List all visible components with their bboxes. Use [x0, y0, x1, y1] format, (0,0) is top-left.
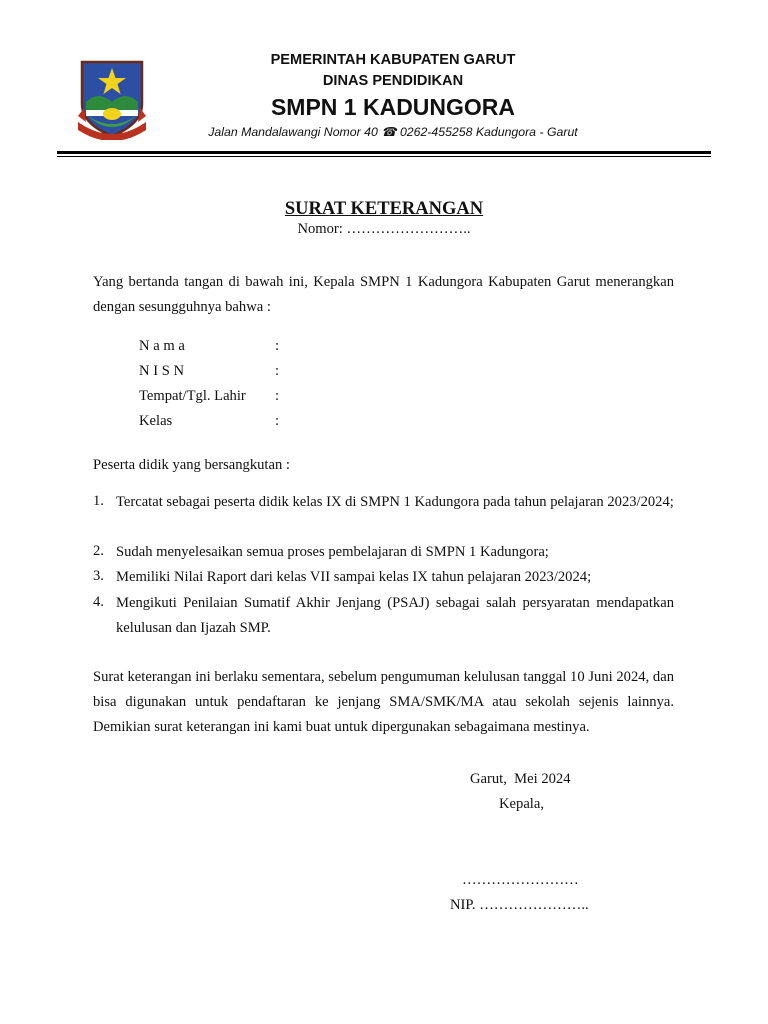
- signature-position: Kepala,: [499, 796, 544, 812]
- document-title: SURAT KETERANGAN: [284, 199, 484, 219]
- signature-nip: NIP. …………………..: [450, 897, 589, 913]
- school-address: Jalan Mandalawangi Nomor 40 ☎ 0262-455258 Kadungora - Garut: [208, 125, 578, 139]
- field-label: Kelas: [139, 413, 173, 429]
- letterhead-rule-thin: [57, 156, 711, 157]
- letterhead-line2: DINAS PENDIDIKAN: [322, 73, 464, 89]
- list-item-number: 2.: [93, 543, 104, 559]
- list-item-text: Memiliki Nilai Raport dari kelas VII sampai kelas IX tahun pelajaran 2023/2024;: [116, 569, 592, 585]
- school-name: SMPN 1 KADUNGORA: [270, 94, 516, 120]
- intro-paragraph: Yang bertanda tangan di bawah ini, Kepala SMPN 1 Kadungora Kabupaten Garut menerangkan dengan sesungguhnya bahwa :: [93, 274, 674, 315]
- list-item-text: Mengikuti Penilaian Sumatif Akhir Jenjang (PSAJ) sebagai salah persyaratan mendapatkan kelulusan dan Ijazah SMP.: [116, 595, 674, 636]
- signature-place-date: Garut, Mei 2024: [470, 771, 571, 787]
- field-colon: :: [275, 388, 280, 404]
- field-label: N I S N: [139, 363, 184, 379]
- signature-name-line: ……………………: [462, 872, 579, 888]
- letterhead-rule-thick: [57, 151, 711, 154]
- document-number: Nomor: ……………………..: [297, 221, 471, 237]
- subject-intro: Peserta didik yang bersangkutan :: [93, 457, 290, 473]
- list-item-number: 4.: [93, 594, 104, 610]
- list-item-number: 3.: [93, 568, 104, 584]
- field-label: N a m a: [139, 338, 185, 354]
- list-item-number: 1.: [93, 493, 104, 509]
- list-item-text: Tercatat sebagai peserta didik kelas IX di SMPN 1 Kadungora pada tahun pelajaran 2023/2024;: [116, 494, 674, 510]
- field-colon: :: [275, 413, 280, 429]
- field-label: Tempat/Tgl. Lahir: [139, 388, 246, 404]
- field-colon: :: [275, 338, 280, 354]
- closing-paragraph: Surat keterangan ini berlaku sementara, sebelum pengumuman kelulusan tanggal 10 Juni 2024, dan bisa digunakan untuk pendaftaran ke jenjang SMA/SMK/MA atau sekolah sejenis lainnya. Demikian surat keterangan ini kami buat untuk dipergunakan sebagaimana mestinya.: [93, 669, 674, 735]
- letterhead-line1: PEMERINTAH KABUPATEN GARUT: [270, 52, 516, 68]
- list-item-text: Sudah menyelesaikan semua proses pembelajaran di SMPN 1 Kadungora;: [116, 544, 549, 560]
- field-colon: :: [275, 363, 280, 379]
